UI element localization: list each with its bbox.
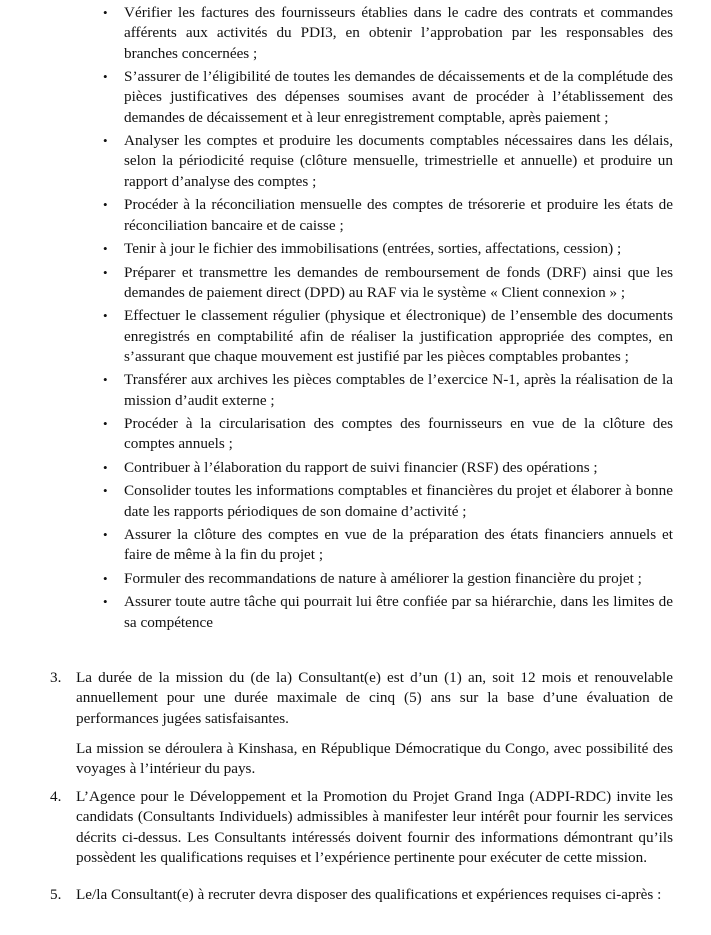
task-text: Contribuer à l’élaboration du rapport de suivi financier (RSF) des opérations ; [124, 458, 598, 476]
section-number: 4. [50, 788, 62, 805]
section-paragraph: L’Agence pour le Développement et la Promotion du Projet Grand Inga (ADPI-RDC) invite les candidats (Consultants Individuels) admissibles à manifester leur intérêt pour fournir les services décrits ci-dessus. Les Consultants intéressés doivent fournir des informations démontrant qu’ils possèdent les qualifications requises et l’expérience pertinente pour exécuter de cette mission. [76, 788, 673, 866]
task-text: Assurer toute autre tâche qui pourrait lui être confiée par sa hiérarchie, dans les limites de sa compétence [124, 593, 673, 631]
bullet-icon: • [103, 527, 108, 543]
section-paragraph: La durée de la mission du (de la) Consultant(e) est d’un (1) an, soit 12 mois et renouvelable annuellement pour une durée maximale de cinq (5) ans sur la base d’une évaluation de performances jugées satisfaisantes. [76, 669, 673, 727]
task-item [0, 370, 711, 411]
task-text: Effectuer le classement régulier (physique et électronique) de l’ensemble des documents enregistrés en comptabilité afin de réaliser la justification appropriée des comptes, en s’assurant que chaque mouvement est justifié par les pièces comptables probantes ; [124, 307, 673, 365]
bullet-icon: • [103, 197, 108, 213]
task-text: Analyser les comptes et produire les documents comptables nécessaires dans les délais, selon la périodicité requise (clôture mensuelle, trimestrielle et annuelle) et produire un rapport d’analyse des comptes ; [124, 132, 673, 190]
task-text: Assurer la clôture des comptes en vue de la préparation des états financiers annuels et faire de même à la fin du projet ; [124, 526, 673, 564]
task-item [0, 592, 711, 633]
section-number: 5. [50, 886, 62, 903]
task-text: Formuler des recommandations de nature à améliorer la gestion financière du projet ; [124, 569, 642, 587]
section-5 [0, 885, 711, 905]
bullet-icon: • [103, 308, 108, 324]
section-number: 3. [50, 669, 62, 686]
bullet-icon: • [103, 69, 108, 85]
task-text: Tenir à jour le fichier des immobilisations (entrées, sorties, affectations, cession) ; [124, 240, 622, 258]
task-list [0, 3, 711, 636]
task-item [0, 569, 711, 589]
bullet-icon: • [103, 264, 108, 280]
bullet-icon: • [103, 594, 108, 610]
task-item [0, 458, 711, 478]
bullet-icon: • [103, 570, 108, 586]
section-paragraph: La mission se déroulera à Kinshasa, en République Démocratique du Congo, avec possibilité des voyages à l’intérieur du pays. [76, 739, 673, 778]
section-paragraph: Le/la Consultant(e) à recruter devra disposer des qualifications et expériences requises ci-après : [76, 886, 662, 903]
bullet-icon: • [103, 416, 108, 432]
task-item [0, 525, 711, 566]
task-item [0, 481, 711, 522]
task-text: Préparer et transmettre les demandes de remboursement de fonds (DRF) ainsi que les demandes de paiement direct (DPD) au RAF via le système « Client connexion » ; [124, 263, 673, 301]
bullet-icon: • [103, 133, 108, 149]
section-4 [0, 787, 711, 868]
task-text: Procéder à la circularisation des comptes des fournisseurs en vue de la clôture des comptes annuels ; [124, 415, 673, 453]
task-item [0, 239, 711, 259]
task-item [0, 131, 711, 192]
task-text: Consolider toutes les informations comptables et financières du projet et élaborer à bonne date les rapports périodiques de son domaine d’activité ; [124, 482, 673, 520]
task-item [0, 263, 711, 304]
task-item [0, 195, 711, 236]
section-3 [0, 668, 711, 779]
bullet-icon: • [103, 459, 108, 475]
task-item [0, 414, 711, 455]
task-text: S’assurer de l’éligibilité de toutes les demandes de décaissements et de la complétude des pièces justificatives des dépenses soumises avant de procéder à l’établissement des demandes de décaissement et à leur enregistrement comptable, après paiement ; [124, 68, 673, 126]
bullet-icon: • [103, 483, 108, 499]
task-text: Transférer aux archives les pièces comptables de l’exercice N-1, après la réalisation de la mission d’audit externe ; [124, 371, 673, 409]
task-text: Procéder à la réconciliation mensuelle des comptes de trésorerie et produire les états de réconciliation bancaire et de caisse ; [124, 196, 673, 234]
task-item [0, 3, 711, 64]
bullet-icon: • [103, 372, 108, 388]
task-item [0, 306, 711, 367]
task-text: Vérifier les factures des fournisseurs établies dans le cadre des contrats et commandes afférents aux activités du PDI3, en obtenir l’approbation par les responsables des branches concernées ; [124, 4, 673, 62]
task-item [0, 67, 711, 128]
bullet-icon: • [103, 241, 108, 257]
bullet-icon: • [103, 5, 108, 20]
